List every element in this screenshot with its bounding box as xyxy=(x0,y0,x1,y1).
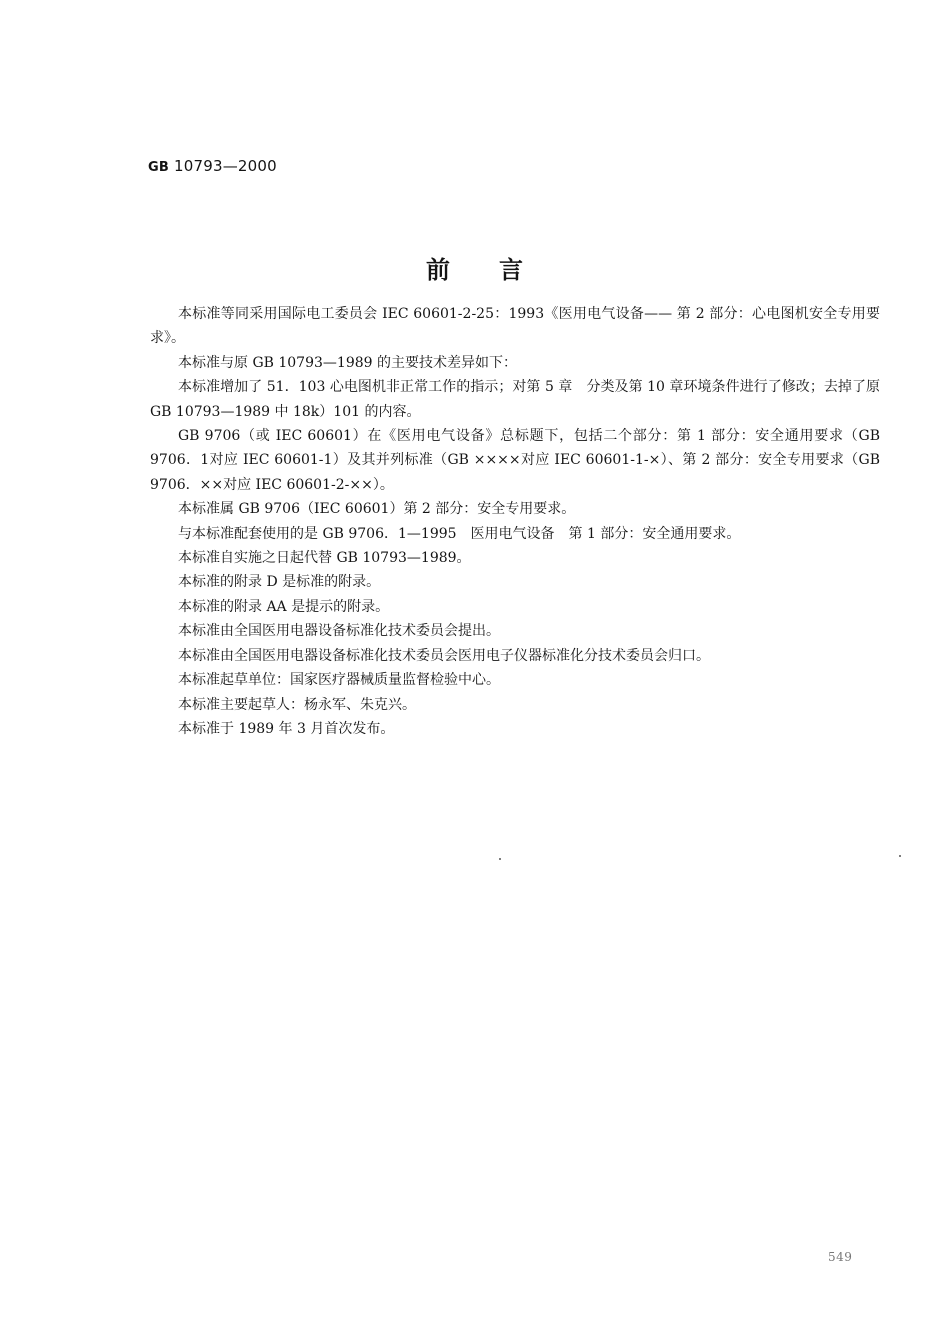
paragraph-differences-intro: 本标准与原 GB 10793—1989 的主要技术差异如下： xyxy=(178,354,517,371)
page-title xyxy=(0,250,950,285)
paragraph-technical-committee: 本标准由全国医用电器设备标准化技术委员会医用电子仪器标准化分技术委员会归口。 xyxy=(178,647,710,664)
scan-speck xyxy=(499,858,501,860)
paragraph-drafters: 本标准主要起草人：杨永军、朱克兴。 xyxy=(178,696,416,713)
paragraph-annex-aa: 本标准的附录 AA 是提示的附录。 xyxy=(178,598,390,615)
standard-code xyxy=(148,157,277,175)
scan-speck xyxy=(899,855,901,857)
paragraph-proposed-by: 本标准由全国医用电器设备标准化技术委员会提出。 xyxy=(178,623,500,640)
page-title-char-2: 言 xyxy=(499,255,524,284)
foreword-body xyxy=(150,302,880,741)
paragraph-part2: 本标准属 GB 9706（IEC 60601）第 2 部分：安全专用要求。 xyxy=(178,501,576,518)
paragraph-gb9706-structure: GB 9706（或 IEC 60601）在《医用电气设备》总标题下，包括二个部分：第 1 部分：安全通用要求（GB 9706．1对应 IEC 60601-1）及其并列标准（GB ××××对应 IEC 60601-1-×）、第 2 部分：安全专用要求（GB 9706．××对应 IEC 60601-2-××）。 xyxy=(150,428,880,493)
paragraph-differences: 本标准增加了 51．103 心电图机非正常工作的指示；对第 5 章 分类及第 10 章环境条件进行了修改；去掉了原 GB 10793—1989 中 18k）101 的内容。 xyxy=(150,379,880,420)
page-title-char-1: 前 xyxy=(426,255,451,284)
paragraph-companion-standard: 与本标准配套使用的是 GB 9706．1—1995 医用电气设备 第 1 部分：安全通用要求。 xyxy=(178,525,741,542)
paragraph-adoption: 本标准等同采用国际电工委员会 IEC 60601-2-25：1993《医用电气设备—— 第 2 部分：心电图机安全专用要求》。 xyxy=(150,306,880,347)
standard-code-number: 10793—2000 xyxy=(173,157,277,175)
paragraph-annex-d: 本标准的附录 D 是标准的附录。 xyxy=(178,574,381,591)
paragraph-first-issued: 本标准于 1989 年 3 月首次发布。 xyxy=(178,720,395,737)
page-number: 549 xyxy=(828,1250,853,1264)
paragraph-drafting-unit: 本标准起草单位：国家医疗器械质量监督检验中心。 xyxy=(178,672,500,689)
standard-code-prefix: GB xyxy=(148,160,169,175)
paragraph-replaces: 本标准自实施之日起代替 GB 10793—1989。 xyxy=(178,550,471,567)
